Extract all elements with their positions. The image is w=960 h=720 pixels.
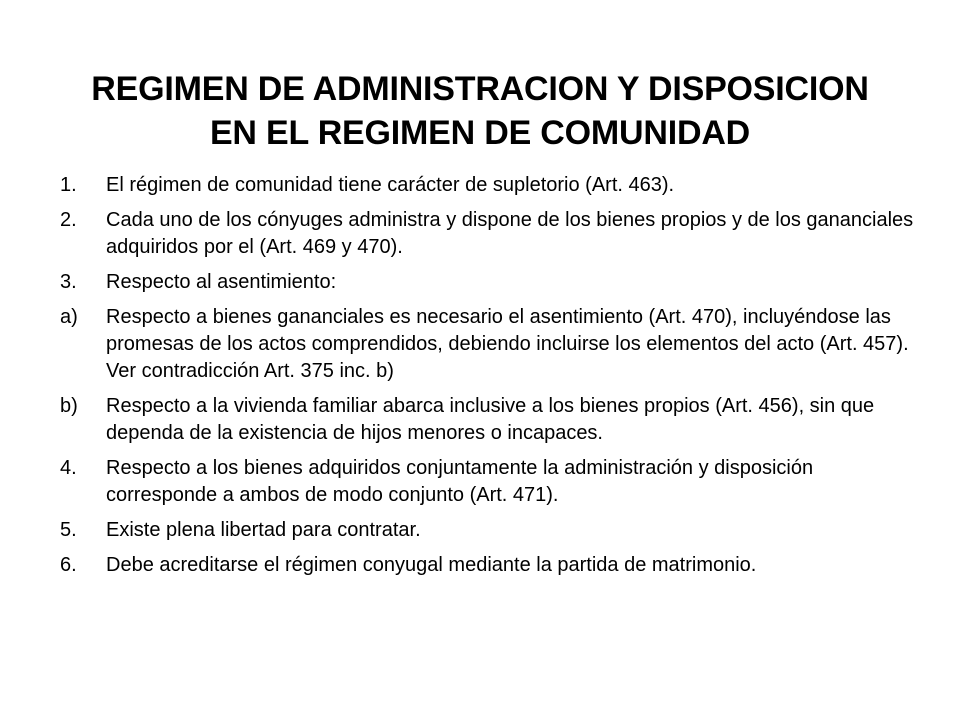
list-item-1: [60, 172, 920, 199]
list-item-text: Respecto a los bienes adquiridos conjuntamente la administración y disposición corresponde a ambos de modo conjunto (Art. 471).: [106, 457, 814, 506]
list-item-5: [60, 517, 920, 544]
list-marker: 3.: [60, 271, 77, 293]
list-marker: 6.: [60, 554, 77, 576]
list-item-text: Debe acreditarse el régimen conyugal mediante la partida de matrimonio.: [106, 554, 757, 576]
list-item-3: [60, 269, 920, 296]
list-item-a: [60, 304, 920, 385]
list-item-b: [60, 393, 920, 447]
list-marker: 4.: [60, 457, 77, 479]
list-marker: 1.: [60, 174, 77, 196]
list-item-text: Existe plena libertad para contratar.: [106, 519, 421, 541]
list-item-6: [60, 552, 920, 579]
list-item-text: El régimen de comunidad tiene carácter de supletorio (Art. 463).: [106, 174, 675, 196]
list-item-4: [60, 455, 920, 509]
slide-title-line-1: REGIMEN DE ADMINISTRACION Y DISPOSICION: [91, 69, 869, 108]
list-item-text: Respecto a la vivienda familiar abarca inclusive a los bienes propios (Art. 456), sin que dependa de la existencia de hijos menores o incapaces.: [106, 395, 875, 444]
list-marker: 2.: [60, 209, 77, 231]
content-list: [60, 172, 920, 587]
list-item-text: Respecto a bienes gananciales es necesario el asentimiento (Art. 470), incluyéndose las promesas de los actos comprendidos, debiendo incluirse los elementos del acto (Art. 457). Ver contradicción Art. 375 inc. b): [106, 306, 909, 382]
list-item-text: Cada uno de los cónyuges administra y dispone de los bienes propios y de los gananciales adquiridos por el (Art. 469 y 470).: [106, 209, 914, 258]
slide-title: [40, 67, 920, 155]
list-item-2: [60, 207, 920, 261]
list-marker: b): [60, 395, 78, 417]
list-item-text: Respecto al asentimiento:: [106, 271, 337, 293]
list-marker: a): [60, 306, 78, 328]
slide-title-line-2: EN EL REGIMEN DE COMUNIDAD: [209, 113, 751, 152]
list-marker: 5.: [60, 519, 77, 541]
